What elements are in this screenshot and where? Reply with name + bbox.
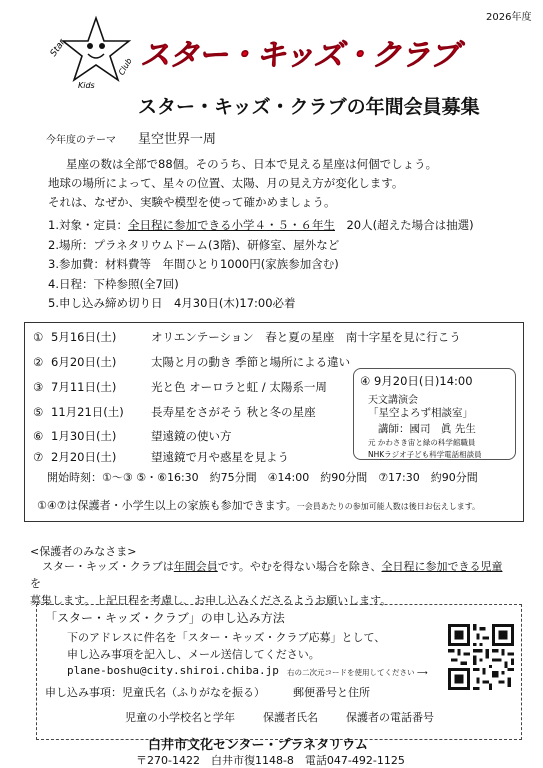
schedule-row: ⑥ 1月30日(土) 望遠鏡の使い方 bbox=[33, 429, 232, 443]
application-items: 申し込み事項：児童氏名（ふりがなを振る） 郵便番号と住所 bbox=[45, 686, 370, 699]
qr-note: 右の二次元コードを使用してください ⟶ bbox=[287, 668, 428, 677]
guardian-message: スター・キッズ・クラブは年間会員です。やむを得ない場合を除き、全日程に参加できる児童を 募集します。上記日程を考慮し、お申し込みくださるようお願いします。 bbox=[30, 560, 503, 607]
organization-name: 白井市文化センター・プラネタリウム bbox=[148, 738, 368, 753]
requirement-place: 2.場所：プラネタリウムドーム(3階)、研修室、屋外など bbox=[48, 237, 340, 252]
lecturer-affiliation: NHKラジオ子ども科学電話相談員 bbox=[368, 450, 482, 459]
page-title: スター・キッズ・クラブの年間会員募集 bbox=[138, 96, 480, 118]
schedule-row: ③ 7月11日(土) 光と色 オーロラと虹 / 太陽系一周 bbox=[33, 380, 327, 394]
lecturer-affiliation: 元 かわさき宙と緑の科学館職員 bbox=[368, 438, 476, 447]
lecturer: 講師：國司 眞 先生 bbox=[378, 423, 476, 435]
requirement-fee: 3.参加費：材料費等 年間ひとり1000円(家族参加含む) bbox=[48, 257, 339, 272]
schedule-row: ⑤ 11月21日(土) 長寿星をさがそう 秋と冬の星座 bbox=[33, 405, 316, 419]
guardian-heading: <保護者のみなさま> bbox=[30, 545, 137, 558]
requirements-list bbox=[48, 216, 474, 314]
lecture-name: 「星空よろず相談室」 bbox=[368, 407, 473, 419]
brand-title: スター・キッズ・クラブ bbox=[140, 38, 459, 73]
application-instruction: 下のアドレスに件名を「スター・キッズ・クラブ応募」として、 bbox=[67, 631, 386, 644]
star-kids-club-logo bbox=[44, 14, 142, 92]
start-times: 開始時刻：①～③ ⑤・⑥16:30 約75分間 ④14:00 約90分間 ⑦17:30 約90分間 bbox=[47, 471, 478, 484]
special-lecture-box bbox=[353, 368, 516, 460]
intro-text bbox=[48, 155, 437, 212]
application-instruction: 申し込み事項を記入し、メール送信してください。 bbox=[67, 648, 320, 661]
theme-label: 今年度のテーマ bbox=[46, 135, 116, 146]
logo-text-kids: Kids bbox=[78, 81, 95, 90]
organization-address: 〒270-1422 白井市復1148-8 電話047-492-1125 bbox=[136, 754, 405, 767]
logo-text-star: Star bbox=[48, 37, 68, 59]
schedule-row: ⑦ 2月20日(土) 望遠鏡で月や惑星を見よう bbox=[33, 450, 289, 464]
application-heading: 「スター・キッズ・クラブ」の申し込み方法 bbox=[45, 611, 285, 625]
requirement-deadline: 5.申し込み締め切り日 4月30日(木)17:00必着 bbox=[48, 296, 296, 311]
intro-line: それは、なぜか、実験や模型を使って確かめましょう。 bbox=[48, 195, 336, 209]
family-note: ①④⑦は保護者・小学生以上の家族も参加できます。一会員あたりの参加可能人数は後日お伝えします。 bbox=[37, 499, 481, 512]
intro-line: 星座の数は全部で88個。そのうち、日本で見える星座は何個でしょう。 bbox=[66, 157, 438, 171]
email-address[interactable]: plane-boshu@city.shiroi.chiba.jp bbox=[67, 664, 279, 677]
lecture-kind: 天文講演会 bbox=[368, 395, 418, 406]
intro-line: 地球の場所によって、星々の位置、太陽、月の見え方が変化します。 bbox=[48, 176, 404, 190]
requirement-dates: 4.日程：下枠参照(全7回) bbox=[48, 276, 179, 291]
fiscal-year: 2026年度 bbox=[486, 12, 532, 23]
application-items: 児童の小学校名と学年 保護者氏名 保護者の電話番号 bbox=[125, 711, 434, 724]
schedule-row: ② 6月20日(土) 太陽と月の動き 季節と場所による違い bbox=[33, 355, 351, 369]
requirement-target: 1.対象・定員：全日程に参加できる小学４・５・６年生 20人(超えた場合は抽選) bbox=[48, 218, 474, 232]
logo-text-club: Club bbox=[116, 56, 134, 77]
theme-value: 星空世界一周 bbox=[138, 132, 217, 147]
schedule-row: ① 5月16日(土) オリエンテーション 春と夏の星座 南十字星を見に行こう bbox=[33, 330, 461, 344]
lecture-date: ④ 9月20日(日)14:00 bbox=[360, 374, 473, 388]
qr-code-icon[interactable] bbox=[448, 624, 514, 690]
